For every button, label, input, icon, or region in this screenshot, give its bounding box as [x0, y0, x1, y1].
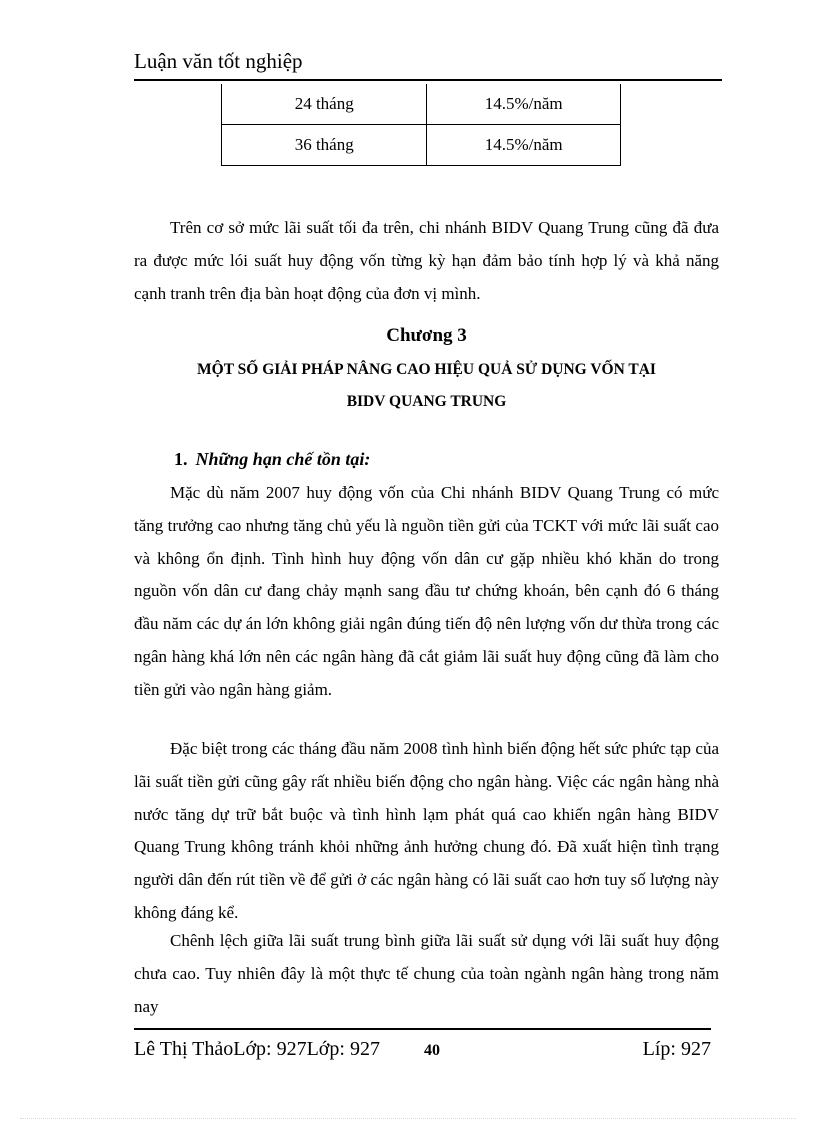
interest-rate-table — [221, 84, 621, 166]
header-title: Luận văn tốt nghiệp — [134, 49, 303, 73]
paragraph-rate-summary: Trên cơ sở mức lãi suất tối đa trên, chi nhánh BIDV Quang Trung cũng đã đưa ra được mức lói suất huy động vốn từng kỳ hạn đảm bảo tính hợp lý và khả năng cạnh tranh trên địa bàn hoạt động của đơn vị mình. — [134, 218, 719, 303]
chapter-subtitle — [134, 354, 719, 418]
page-header — [134, 46, 722, 81]
table-cell-rate: 14.5%/năm — [427, 84, 621, 125]
table-cell-rate: 14.5%/năm — [427, 125, 621, 166]
table-cell-term: 36 tháng — [222, 125, 427, 166]
footer-class: Líp: 927 — [642, 1038, 711, 1060]
chapter-subtitle-line2: BIDV QUANG TRUNG — [346, 393, 507, 410]
chapter-title: Chương 3 — [386, 325, 467, 346]
page-number: 40 — [424, 1042, 440, 1059]
paragraph-capital-mobilization: Mặc dù năm 2007 huy động vốn của Chi nhánh BIDV Quang Trung có mức tăng trưởng cao nhưng tăng chủ yếu là nguồn tiền gửi của TCKT với mức lãi suất cao và không ổn định. Tình hình huy động vốn dân cư gặp nhiều khó khăn do trong nguồn vốn dân cư đang chảy mạnh sang đầu tư chứng khoán, bên cạnh đó 6 tháng đầu năm các dự án lớn không giải ngân đúng tiến độ nên lượng vốn dư thừa trong các ngân hàng khá lớn nên các ngân hàng đã cắt giảm lãi suất huy động cũng đã làm cho tiền gửi vào ngân hàng giảm. — [134, 483, 719, 699]
page-footer — [134, 1028, 711, 1064]
paragraph-interest-spread: Chênh lệch giữa lãi suất trung bình giữa lãi suất sử dụng với lãi suất huy động chưa cao. Tuy nhiên đây là một thực tế chung của toàn ngành ngân hàng trong năm nay — [134, 931, 719, 1016]
section-title: Những hạn chế tồn tại: — [195, 449, 371, 469]
page-edge-divider — [20, 1118, 796, 1119]
footer-author-class: Lê Thị ThảoLớp: 927Lớp: 927 — [134, 1038, 380, 1060]
table-row — [222, 84, 621, 125]
paragraph-2008-volatility: Đặc biệt trong các tháng đầu năm 2008 tình hình biến động hết sức phức tạp của lãi suất tiền gửi cũng gây rất nhiều biến động cho ngân hàng. Việc các ngân hàng nhà nước tăng dự trữ bắt buộc và tình hình lạm phát quá cao khiến ngân hàng BIDV Quang Trung không tránh khỏi những ảnh hưởng chung đó. Đã xuất hiện tình trạng người dân đến rút tiền về để gửi ở các ngân hàng có lãi suất cao hơn tuy số lượng này không đáng kể. — [134, 739, 719, 922]
section-heading — [174, 445, 370, 473]
table-cell-term: 24 tháng — [222, 84, 427, 125]
section-number: 1. — [174, 449, 188, 469]
table-row — [222, 125, 621, 166]
chapter-subtitle-line1: MỘT SỐ GIẢI PHÁP NÂNG CAO HIỆU QUẢ SỬ DỤNG VỐN TẠI — [197, 361, 656, 378]
